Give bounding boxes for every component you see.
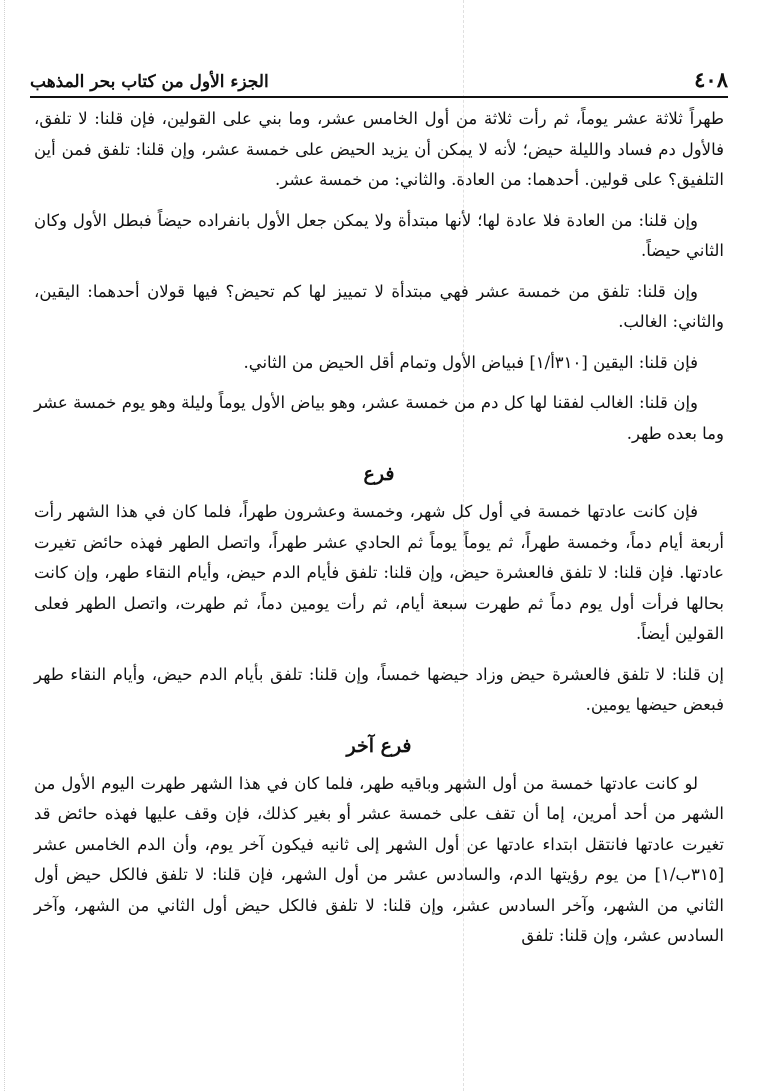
- margin-dotted-rule: [4, 0, 5, 1091]
- paragraph-3: وإن قلنا: تلفق من خمسة عشر فهي مبتدأة لا تمييز لها كم تحيض؟ فيها قولان أحدهما: اليقين، والثاني: الغالب.: [34, 281, 724, 331]
- page-body: [34, 104, 724, 1091]
- paragraph-5: وإن قلنا: الغالب لفقنا لها كل دم من خمسة عشر، وهو بياض الأول يوماً وليلة وهو يوم خمسة عشر وما بعده طهر.: [34, 393, 724, 443]
- page-number: ٤٠٨: [694, 67, 728, 92]
- paragraph-1: طهراً ثلاثة عشر يوماً، ثم رأت ثلاثة من أول الخامس عشر، وما بني على القولين، فإن قلنا: لا تلفق، فالأول دم فساد والليلة حيض؛ لأنه لا يمكن أن يزيد الحيض على خمسة عشر، وإن قلنا: تلفق فمن أين التلفيق؟ على قولين. أحدهما: من العادة. والثاني: من خمسة عشر.: [34, 109, 724, 189]
- paragraph-8: لو كانت عادتها خمسة من أول الشهر وباقيه طهر، فلما كان في هذا الشهر طهرت اليوم الأول من الشهر من أحد أمرين، إما أن تقف على خمسة عشر أو بغير كذلك، فإن وقف عليها فهذه حائض قد تغيرت عادتها فانتقل ابتداء عادتها عن أول الشهر إلى ثانيه فيكون آخر يوم، وأن الدم الخامس عشر [٣١٥ب/١] من يوم رؤيتها الدم، والسادس عشر من أول الشهر، فإن قلنا: لا تلفق فالكل حيض أول الثاني من الشهر، وآخر السادس عشر، وإن قلنا: لا تلفق فالكل حيض أول الثاني من الشهر، وآخر السادس عشر، وإن قلنا: تلفق: [34, 773, 724, 945]
- section-heading-far-akhar: فرع آخر: [346, 734, 412, 757]
- running-title: الجزء الأول من كتاب بحر المذهب: [30, 72, 269, 92]
- page-header: [30, 62, 728, 98]
- section-heading-far: فرع: [363, 463, 395, 485]
- paragraph-2: وإن قلنا: من العادة فلا عادة لها؛ لأنها مبتدأة ولا يمكن جعل الأول بانفراده حيضاً فبطل الأول وكان الثاني حيضاً.: [34, 210, 724, 260]
- paragraph-7: إن قلنا: لا تلفق فالعشرة حيض وزاد حيضها خمساً، وإن قلنا: تلفق بأيام الدم حيض، وأيام النقاء طهر فبعض حيضها يومين.: [34, 664, 724, 714]
- paragraph-4: فإن قلنا: اليقين [٣١٠أ/١] فبياض الأول وتمام أقل الحيض من الثاني.: [243, 352, 698, 372]
- paragraph-6: فإن كانت عادتها خمسة في أول كل شهر، وخمسة وعشرون طهراً، فلما كان في هذا الشهر رأت أربعة أيام دماً، وخمسة طهراً، ثم يوماً يوماً ثم الحادي عشر طهراً، واتصل الطهر فهذه حائض تغيرت عادتها. فإن قلنا: لا تلفق فالعشرة حيض، وإن قلنا: تلفق فأيام الدم حيض، وأيام النقاء طهر، وإن كانت بحالها فرأت أول يوم دماً ثم طهرت سبعة أيام، ثم رأت يومين دماً، ثم طهرت، واتصل الطهر فعلى القولين أيضاً.: [34, 502, 724, 643]
